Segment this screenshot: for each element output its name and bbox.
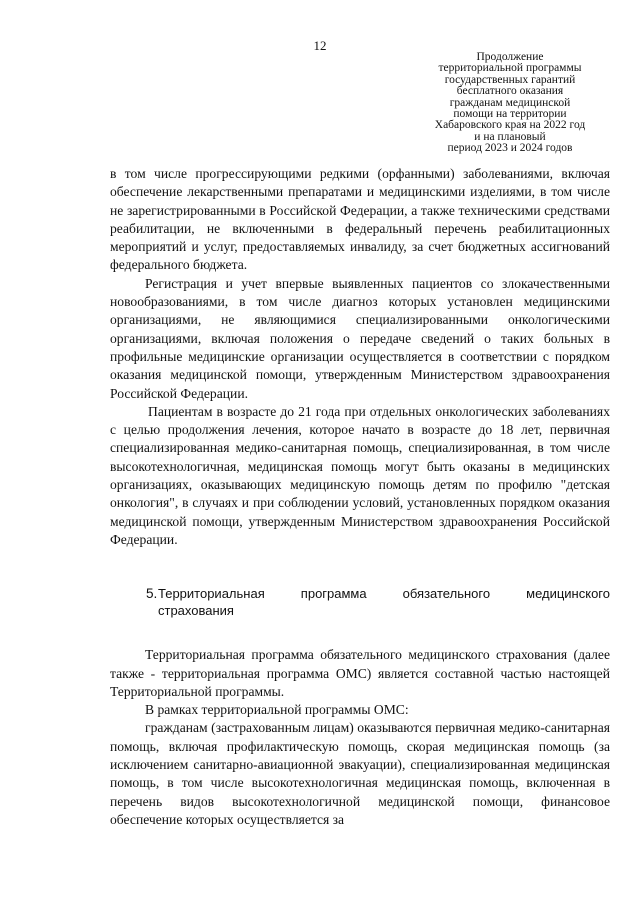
paragraph-oms-program: Территориальная программа обязательного медицинского страхования (далее также - территориальная программа ОМС) является составной частью настоящей Территориальной программы. bbox=[110, 647, 610, 699]
section-title-line-1: Территориальная программа обязательного медицинского bbox=[158, 586, 610, 602]
header-line: и на плановый bbox=[474, 130, 546, 143]
paragraph-pediatric-oncology: Пациентам в возрасте до 21 года при отдельных онкологических заболеваниях с целью продолжения лечения, которое начато в возрасте до 18 лет, первичная специализированная медико-санитарная помощь, специализированная, в том числе высокотехнологичная, медицинская помощь могут быть оказаны в медицинских организациях, оказывающих медицинскую помощь детям по профилю "детская онкология", в случаях и при соблюдении условий, установленных порядком оказания медицинской помощи, утвержденным Министерством здравоохранения Российской Федерации. bbox=[110, 403, 610, 547]
header-line: Хабаровского края на 2022 год bbox=[434, 119, 586, 132]
header-line: период 2023 и 2024 годов bbox=[447, 142, 573, 155]
paragraph-insured-care: гражданам (застрахованным лицам) оказываются первичная медико-санитарная помощь, включая профилактическую помощь, скорая медицинская помощь (за исключением санитарно-авиационной эвакуации), специализированная медицинская помощь, в том числе высокотехнологичная медицинская помощь, включенная в перечень видов высокотехнологичной медицинской помощи, финансовое обеспечение которых осуществляется за bbox=[110, 720, 610, 827]
section-title-line-2: страхования bbox=[158, 603, 234, 619]
header-line: Продолжение bbox=[476, 51, 544, 63]
page-number: 12 bbox=[313, 38, 327, 53]
header-line: территориальной программы bbox=[438, 62, 582, 75]
header-line: гражданам медицинской bbox=[449, 96, 571, 109]
document-body bbox=[110, 165, 610, 829]
paragraph-oms-scope: В рамках территориальной программы ОМС: bbox=[145, 702, 409, 718]
section-heading bbox=[110, 585, 610, 619]
paragraph-cancer-registration: Регистрация и учет впервые выявленных пациентов со злокачественными новообразованиями, в том числе диагноз которых установлен медицинскими организациями, не являющимися специализированными онкологическими организациями, включая положения о передаче сведений о таких больных в профильные медицинские организации осуществляется в соответствии с порядком оказания медицинской помощи, утвержденным Министерством здравоохранения Российской Федерации. bbox=[110, 275, 610, 401]
document-header bbox=[410, 52, 610, 155]
section-title bbox=[158, 585, 610, 619]
header-line: бесплатного оказания bbox=[456, 85, 564, 98]
header-line: государственных гарантий bbox=[444, 73, 576, 86]
paragraph-orphan-diseases: в том числе прогрессирующими редкими (орфанными) заболеваниями, включая обеспечение лекарственными препаратами и медицинскими изделиями, в том числе не зарегистрированными в Российской Федерации, а также техническими средствами реабилитации, не включенными в федеральный перечень реабилитационных мероприятий и услуг, предоставляемых инвалиду, за счет бюджетных ассигнований федерального бюджета. bbox=[110, 166, 610, 273]
header-line: помощи на территории bbox=[453, 108, 567, 121]
section-number: 5. bbox=[146, 586, 158, 602]
